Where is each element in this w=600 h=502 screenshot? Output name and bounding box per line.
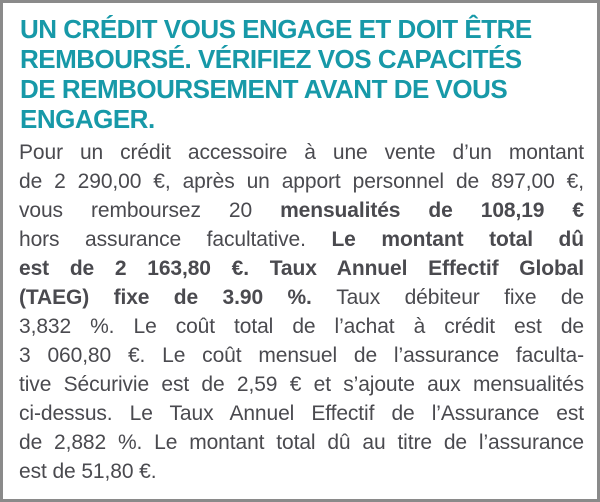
warning-heading [20, 14, 584, 134]
legal-paragraph-line [19, 283, 584, 312]
legal-paragraph-line [19, 196, 584, 225]
legal-text: de 2 290,00 €, après un apport personnel de 897,00 €, [19, 170, 584, 193]
warning-heading-line: REMBOURSÉ. VÉRIFIEZ VOS CAPACITÉS [20, 44, 522, 74]
legal-paragraph-line [19, 254, 584, 283]
legal-paragraph-line [19, 167, 584, 196]
legal-paragraph [19, 138, 584, 486]
legal-text: Taux débiteur fixe de [336, 286, 584, 309]
legal-text: de 2,882 %. Le montant total dû au titre de l’assurance [19, 431, 584, 454]
legal-paragraph-line [19, 428, 584, 457]
legal-text: ci-dessus. Le Taux Annuel Effectif de l’Assurance est [19, 402, 584, 425]
legal-text-bold: Le montant total dû [331, 228, 584, 251]
legal-text-bold: est de 2 163,80 €. Taux Annuel Effectif Global [19, 257, 584, 280]
legal-text-bold: (TAEG) fixe de 3.90 %. [19, 286, 337, 309]
warning-heading-line: DE REMBOURSEMENT AVANT DE VOUS [20, 74, 508, 104]
legal-text: Pour un crédit accessoire à une vente d’un montant [19, 141, 584, 164]
warning-heading-line: UN CRÉDIT VOUS ENGAGE ET DOIT ÊTRE [20, 14, 532, 44]
legal-paragraph-line [19, 370, 584, 399]
legal-text: 3,832 %. Le coût total de l’achat à crédit est de [19, 315, 584, 338]
legal-paragraph-line [19, 225, 584, 254]
legal-text: tive Sécurivie est de 2,59 € et s’ajoute aux mensualités [19, 373, 584, 396]
legal-paragraph-line [19, 341, 584, 370]
legal-paragraph-line [19, 138, 584, 167]
legal-text: hors assurance facultative. [19, 228, 332, 251]
legal-text: 3 060,80 €. Le coût mensuel de l’assurance faculta- [19, 344, 584, 367]
warning-heading-line: ENGAGER. [20, 104, 155, 134]
legal-paragraph-line [19, 399, 584, 428]
legal-text: est de 51,80 €. [19, 460, 157, 483]
legal-paragraph-line [19, 457, 584, 486]
legal-text: vous remboursez 20 [19, 199, 281, 222]
legal-paragraph-line [19, 312, 584, 341]
legal-text-bold: mensualités de 108,19 € [280, 199, 584, 222]
